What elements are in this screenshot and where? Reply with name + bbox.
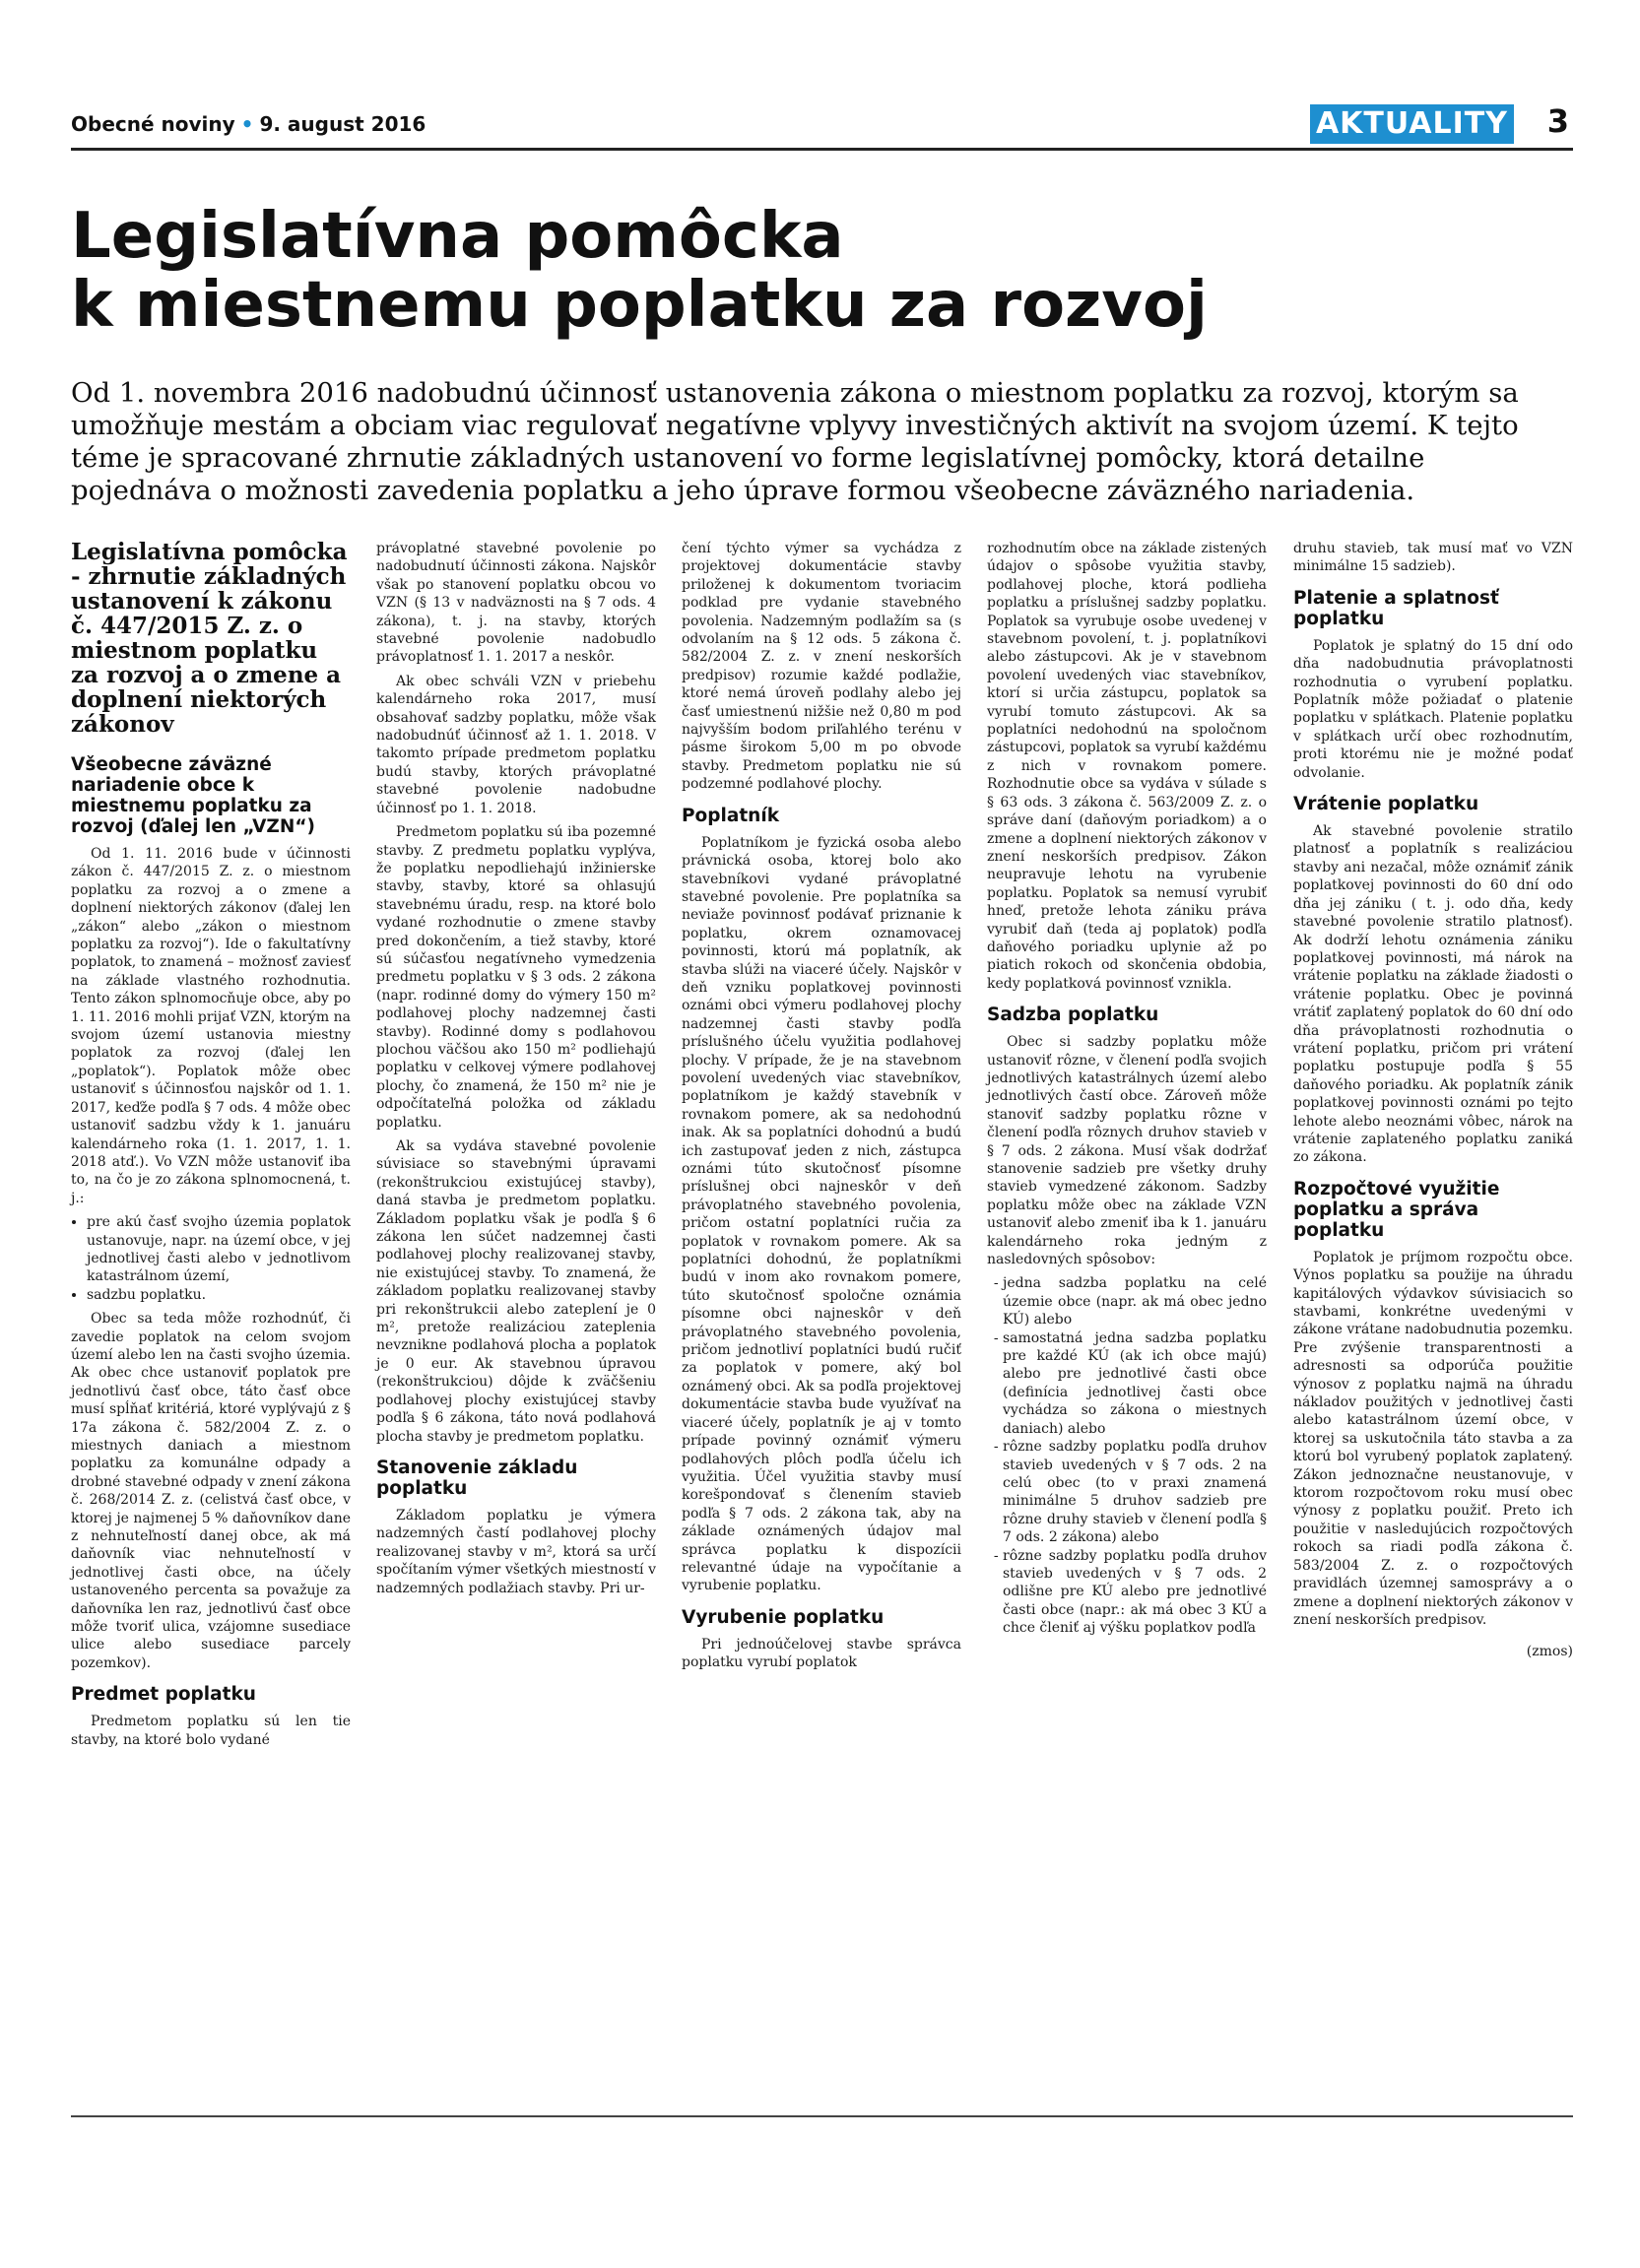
article-headline bbox=[71, 202, 1573, 340]
paragraph: právoplatné stavebné povolenie po nadobudnutí účinnosti zákona. Najskôr však po stanovení poplatku obcou vo VZN (§ 13 v nadväznosti na § 7 ods. 4 zákona), t. j. na stavby, ktorých stavebné povolenie nadobudlo právoplatnosť 1. 1. 2017 a neskôr. bbox=[376, 541, 656, 666]
list-item: - rôzne sadzby poplatku podľa druhov stavieb uvedených v § 7 ods. 2 odlišne pre KÚ alebo pre jednotlivé časti obce (napr.: ak má obec 3 KÚ a chce členiť aj výšku poplatkov podľa bbox=[1003, 1547, 1267, 1638]
section-heading-predmet: Predmet poplatku bbox=[71, 1684, 256, 1706]
article-body bbox=[71, 540, 1573, 2091]
column-3 bbox=[682, 540, 961, 1678]
section-heading-platenie: Platenie a splatnosť poplatku bbox=[1293, 587, 1499, 629]
section-heading-vzn: Všeobecne záväzné nariadenie obce k miestnemu poplatku za rozvoj (ďalej len „VZN“) bbox=[71, 754, 315, 837]
section-heading-vratenie: Vrátenie poplatku bbox=[1293, 794, 1479, 815]
intro-heading: Legislatívna pomôcka - zhrnutie základných ustanovení k zákonu č. 447/2015 Z. z. o miestnom poplatku za rozvoj a o zmene a doplnení niektorých zákonov bbox=[71, 539, 348, 738]
paragraph: Pri jednoúčelovej stavbe správca poplatku vyrubí poplatok bbox=[682, 1636, 961, 1671]
section-heading-sadzba: Sadzba poplatku bbox=[987, 1004, 1159, 1026]
paragraph: Od 1. 11. 2016 bude v účinnosti zákon č. 447/2015 Z. z. o miestnom poplatku za rozvoj a o zmene a doplnení niektorých zákonov (ďalej len „zákon“ alebo „zákon o miestnom poplatku za rozvoj“). Ide o fakultatívny poplatok, to znamená – možnosť zaviesť na základe vlastného rozhodnutia. Tento zákon splnomocňuje obce, aby po 1. 11. 2016 mohli prijať VZN, ktorým na svojom území ustanovia miestny poplatok za rozvoj (ďalej len „poplatok“). Poplatok môže obec ustanoviť s účinnosťou najskôr od 1. 1. 2017, keďže podľa § 7 ods. 4 môže obec ustanoviť sadzbu vždy k 1. januáru kalendárneho roka (1. 1. 2017, 1. 1. 2018 atď.). Vo VZN môže ustanoviť iba to, na čo je zo zákona splnomocnená, t. j.: bbox=[71, 846, 351, 1206]
section-heading-rozpocet: Rozpočtové využitie poplatku a správa poplatku bbox=[1293, 1178, 1500, 1241]
paper-name: Obecné noviny bbox=[71, 112, 235, 136]
list-item: • pre akú časť svojho územia poplatok ustanovuje, napr. na území obce, v jej jednotlivej časti alebo v jednotlivom katastrálnom území, bbox=[87, 1213, 351, 1286]
dash-list bbox=[987, 1274, 1267, 1637]
header-rule bbox=[71, 148, 1573, 151]
list-item: • sadzbu poplatku. bbox=[87, 1286, 351, 1304]
list-item: - rôzne sadzby poplatku podľa druhov stavieb uvedených v § 7 ods. 2 na celú obec (to v praxi znamená minimálne 5 druhov sadzieb pre rôzne druhy stavieb v členení podľa § 7 ods. 2 zákona) alebo bbox=[1003, 1438, 1267, 1546]
column-2 bbox=[376, 540, 656, 1603]
paragraph: Základom poplatku je výmera nadzemných častí podlahovej plochy realizovanej stavby v m², ktorá sa určí spočítaním výmer všetkých miestností v nadzemných podlažiach stavby. Pri ur- bbox=[376, 1507, 656, 1596]
column-5 bbox=[1293, 540, 1573, 1667]
section-heading-vyrub: Vyrubenie poplatku bbox=[682, 1606, 885, 1628]
list-item: - jedna sadzba poplatku na celé územie obce (napr. ak má obec jedno KÚ) alebo bbox=[1003, 1274, 1267, 1328]
column-1 bbox=[71, 540, 351, 1755]
paragraph: rozhodnutím obce na základe zistených údajov o spôsobe využitia stavby, podlahovej ploche, ktorá podlieha poplatku a príslušnej sadzby poplatku. Poplatok sa vyrubuje osobe uvedenej v stavebnom povolení, t. j. poplatníkovi alebo zástupcovi. Ak je v stavebnom povolení uvedených viac stavebníkov, ktorí si určia zástupcu, poplatok sa vyrubí tomuto zástupcovi. Ak sa poplatníci nedohodnú na spoločnom zástupcovi, poplatok sa vyrubí každému z nich v rovnakom pomere. Rozhodnutie obce sa vydáva v súlade s § 63 ods. 3 zákona č. 563/2009 Z. z. o správe daní (daňovým poriadkom) a o zmene a doplnení niektorých zákonov v znení neskorších predpisov. Zákon neupravuje lehotu na vyrubenie poplatku. Poplatok sa nemusí vyrubiť hneď, pretože lehota zániku práva vyrubiť daň (teda aj poplatok) podľa daňového poriadku uplynie až po piatich rokoch od skončenia obdobia, kedy poplatková povinnosť vznikla. bbox=[987, 541, 1267, 992]
section-heading-platnik: Poplatník bbox=[682, 805, 779, 826]
paragraph: Obec si sadzby poplatku môže ustanoviť rôzne, v členení podľa svojich jednotlivých katastrálnych území alebo jednotlivých častí obce. Zároveň môže stanoviť sadzby poplatku rôzne v členení podľa rôznych druhov stavieb v § 7 ods. 2 zákona. Musí však dodržať stanovenie sadzieb pre všetky druhy stavieb vymedzené zákonom. Sadzby poplatku môže obec na základe VZN ustanoviť alebo zmeniť iba k 1. januáru kalendárneho roka jedným z nasledovných spôsobov: bbox=[987, 1034, 1267, 1268]
page-header bbox=[71, 95, 1573, 154]
paragraph: Poplatníkom je fyzická osoba alebo právnická osoba, ktorej bolo ako stavebníkovi vydané právoplatné stavebné povolenie. Pre poplatníka sa neviaže povinnosť podávať priznanie k poplatku, okrem oznamovacej povinnosti, ktorú má poplatník, ak stavba slúži na viaceré účely. Najskôr v deň vzniku poplatkovej povinnosti oznámi obci výmeru podlahovej plochy nadzemnej časti stavby podľa príslušného účelu využitia podlahovej plochy. V prípade, že je na stavebnom povolení uvedených viac stavebníkov, poplatníkom je každý stavebník v rovnakom pomere, ak sa nedohodnú inak. Ak sa poplatníci dohodnú a budú ich zastupovať jeden z nich, zástupca oznámi túto skutočnosť písomne príslušnej obci najneskôr v deň právoplatného stavebného povolenia, pričom ostatní poplatníci ručia za poplatok v rovnakom pomere. Ak sa poplatníci dohodnú, že poplatníkmi budú v inom ako rovnakom pomere, túto skutočnosť spoločne oznámia písomne obci najneskôr v deň právoplatného stavebného povolenia, pričom jednotliví poplatníci budú ručiť za poplatok v pomere, aký bol oznámený obci. Ak sa podľa projektovej dokumentácie stavba bude využívať na viaceré účely, poplatník je aj v tomto prípade povinný oznámiť výmeru podlahových plôch podľa účelu ich využitia. Účel využitia stavby musí korešpondovať s členením stavieb podľa § 7 ods. 2 zákona tak, aby na základe oznámených údajov mal správca poplatku k dispozícii relevantné údaje na vypočítanie a vyrubenie poplatku. bbox=[682, 834, 961, 1594]
paragraph: Obec sa teda môže rozhodnúť, či zavedie poplatok na celom svojom území alebo len na časti svojho územia. Ak obec chce ustanoviť poplatok pre jednotlivú časť obce, táto časť obce musí spĺňať kritériá, ktoré vyplývajú z § 17a zákona č. 582/2004 Z. z. o miestnych daniach a miestnom poplatku za komunálne odpady a drobné stavebné odpady v znení zákona č. 268/2014 Z. z. (celistvá časť obce, v ktorej je najmenej 5 % daňovníkov dane z nehnuteľností danej obce, ak má daňovník viac nehnuteľností v jednotlivej časti obce, na účely ustanoveného percenta sa považuje za daňovníka len raz, jednotlivú časť obce môže tvoriť ulica, vzájomne susediace ulice alebo susediace parcely pozemkov). bbox=[71, 1311, 351, 1671]
bullet-list bbox=[71, 1213, 351, 1304]
headline-line-2: k miestnemu poplatku za rozvoj bbox=[71, 269, 1208, 342]
paragraph: Poplatok je príjmom rozpočtu obce. Výnos poplatku sa použije na úhradu kapitálových výdavkov súvisiacich so stavbami, konkrétne uvedenými v zákone vrátane nadobudnutia pozemku. Pre zvýšenie transparentnosti a adresnosti sa odporúča použitie výnosov z poplatku najmä na úhradu nákladov použitých v jednotlivej časti alebo katastrálnom území obce, v ktorej sa uskutočnila táto stavba a za ktorú bol vyrubený poplatok zaplatený. Zákon jednoznačne neustanovuje, v ktorom rozpočtovom roku musí obec výnosy z poplatku použiť. Preto ich použitie v nasledujúcich rozpočtových rokoch sa riadi podľa zákona č. 583/2004 Z. z. o rozpočtových pravidlách územnej samosprávy a o zmene a doplnení niektorých zákonov v znení neskorších predpisov. bbox=[1293, 1249, 1573, 1628]
paragraph: Ak stavebné povolenie stratilo platnosť a poplatník s realizáciou stavby ani nezačal, môže oznámiť zánik poplatkovej povinnosti do 60 dní odo dňa jej zániku ( t. j. odo dňa, kedy stavebné povolenie stratilo platnosť). Ak dodrží lehotu oznámenia zániku poplatkovej povinnosti, má nárok na vrátenie poplatku na základe žiadosti o vrátenie poplatku. Obec je povinná vrátiť zaplatený poplatok do 60 dní odo dňa právoplatnosti rozhodnutia o vrátení poplatku, pričom pri vrátení poplatku postupuje podľa § 55 daňového poriadku. Ak poplatník zánik poplatkovej povinnosti oznámi po tejto lehote alebo neoznámi vôbec, nárok na vrátenie zaplateného poplatku zaniká zo zákona. bbox=[1293, 823, 1573, 1166]
paragraph: Ak obec schváli VZN v priebehu kalendárneho roka 2017, musí obsahovať sadzby poplatku, môže však nadobudnúť účinnosť až 1. 1. 2018. V takomto prípade predmetom poplatku budú stavby, ktorých právoplatné stavebné povolenie nadobudne účinnosť po 1. 1. 2018. bbox=[376, 673, 656, 816]
paragraph: Ak sa vydáva stavebné povolenie súvisiace so stavebnými úpravami (rekonštrukciou existujúcej stavby), daná stavba je predmetom poplatku. Základom poplatku však je podľa § 6 zákona len súčet nadzemnej časti podlahovej plochy realizovanej stavby, nie existujúcej stavby. To znamená, že základom poplatku realizovanej stavby pri rekonštrukcii alebo zateplení je 0 m², pretože realizáciou zateplenia nevznikne podlahová plocha a poplatok je 0 eur. Ak stavebnou úpravou (rekonštrukciou) dôjde k zväčšeniu podlahovej plochy existujúcej stavby podľa § 6 zákona, táto nová podlahová plocha stavby je predmetom poplatku. bbox=[376, 1138, 656, 1445]
section-heading-zaklad: Stanovenie základu poplatku bbox=[376, 1457, 578, 1499]
section-tag: AKTUALITY bbox=[1310, 104, 1514, 144]
issue-date: 9. august 2016 bbox=[259, 112, 426, 136]
headline-line-1: Legislatívna pomôcka bbox=[71, 200, 844, 273]
paragraph: čení týchto výmer sa vychádza z projektovej dokumentácie stavby priloženej k dokumentom tvoriacim podklad pre vydanie stavebného povolenia. Nadzemným podlažím sa (s odvolaním na § 12 ods. 5 zákona č. 582/2004 Z. z. v znení neskorších predpisov) rozumie každé podlažie, ktoré nemá úroveň podlahy alebo jej časť umiestnenú nižšie než 0,80 m pod najvyšším bodom priľahlého terénu v pásme širokom 5,00 m po obvode stavby. Predmetom poplatku nie sú podzemné podlahové plochy. bbox=[682, 541, 961, 793]
footer-rule bbox=[71, 2115, 1573, 2117]
page-number: 3 bbox=[1546, 102, 1569, 140]
paragraph: Predmetom poplatku sú len tie stavby, na ktoré bolo vydané bbox=[71, 1714, 351, 1748]
column-4 bbox=[987, 540, 1267, 1644]
paragraph: Poplatok je splatný do 15 dní odo dňa nadobudnutia právoplatnosti rozhodnutia o vyrubení poplatku. Poplatník môže požiadať o platenie poplatku v splátkach. Platenie poplatku v splátkach určí obec rozhodnutím, proti ktorému nie je možné podať odvolanie. bbox=[1293, 637, 1573, 781]
paper-dateline bbox=[71, 112, 426, 136]
paragraph: Predmetom poplatku sú iba pozemné stavby. Z predmetu poplatku vyplýva, že poplatku nepodliehajú inžinierske stavby, stavby, ktoré sa ohlasujú stavebnému úradu, resp. na ktoré bolo vydané rozhodnutie o zmene stavby pred dokončením, a tiež stavby, ktoré sú súčasťou negatívneho vymedzenia predmetu poplatku v § 3 ods. 2 zákona (napr. rodinné domy do výmery 150 m² podlahovej plochy nadzemnej časti stavby). Rodinné domy s podlahovou plochou väčšou ako 150 m² podliehajú poplatku v celkovej výmere podlahovej plochy, čo znamená, že 150 m² nie je odpočítateľná položka od základu poplatku. bbox=[376, 824, 656, 1131]
list-item: - samostatná jedna sadzba poplatku pre každé KÚ (ak ich obce majú) alebo pre jednotlivé časti obce (definícia jednotlivej časti obce vychádza so zákona o miestnych daniach) alebo bbox=[1003, 1329, 1267, 1438]
paragraph: druhu stavieb, tak musí mať vo VZN minimálne 15 sadzieb). bbox=[1293, 541, 1573, 575]
author-signature: (zmos) bbox=[1526, 1644, 1573, 1660]
separator-dot: • bbox=[240, 112, 254, 136]
article-lead: Od 1. novembra 2016 nadobudnú účinnosť ustanovenia zákona o miestnom poplatku za rozvoj, ktorým sa umožňuje mestám a obciam viac regulovať negatívne vplyvy investičných aktivít na svojom území. K tejto téme je spracované zhrnutie základných ustanovení vo forme legislatívnej pomôcky, ktorá detailne pojednáva o možnosti zavedenia poplatku a jeho úprave formou všeobecne záväzného nariadenia. bbox=[71, 377, 1519, 506]
